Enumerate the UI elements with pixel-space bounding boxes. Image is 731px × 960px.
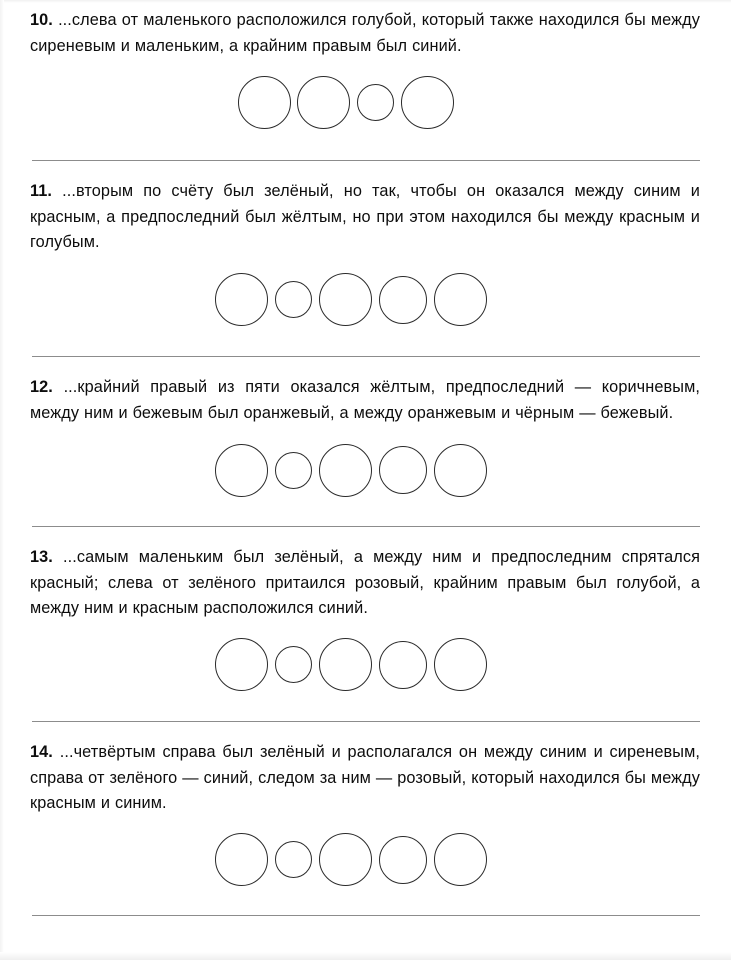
circle-row-12	[215, 443, 731, 497]
exercise-text-10	[30, 8, 700, 59]
exercise-body-14: ...четвёртым справа был зелёный и располагался он между синим и сиреневым, справа от зелёного — синий, следом за ним — розовый, который находился бы между красным и синим.	[30, 742, 700, 813]
circle-slot-4[interactable]	[401, 76, 454, 129]
circle-slot-5[interactable]	[434, 273, 487, 326]
page-bottom-shade	[0, 952, 731, 960]
circle-slot-3[interactable]	[319, 273, 372, 326]
exercise-number-14: 14.	[30, 742, 53, 761]
exercise-block-14	[0, 722, 731, 817]
circle-slot-3[interactable]	[357, 84, 394, 121]
circle-slot-4[interactable]	[379, 446, 427, 494]
circle-row-11	[215, 273, 731, 327]
circle-slot-2[interactable]	[275, 841, 312, 878]
exercise-block-12	[0, 357, 731, 426]
circle-slot-4[interactable]	[379, 641, 427, 689]
circle-slot-1[interactable]	[215, 273, 268, 326]
circle-slot-4[interactable]	[379, 836, 427, 884]
exercise-block-11	[0, 161, 731, 256]
exercise-text-12	[30, 375, 700, 426]
circle-slot-2[interactable]	[275, 452, 312, 489]
circle-slot-3[interactable]	[319, 638, 372, 691]
circle-row-10	[238, 75, 731, 129]
circle-slot-1[interactable]	[238, 76, 291, 129]
exercise-block-13	[0, 527, 731, 622]
circle-slot-1[interactable]	[215, 833, 268, 886]
exercise-text-11	[30, 179, 700, 256]
circle-slot-2[interactable]	[275, 646, 312, 683]
circle-row-14	[215, 833, 731, 887]
exercise-body-10: ...слева от маленького расположился голубой, который также находился бы между сиреневым и маленьким, а крайним правым был синий.	[30, 11, 700, 55]
circle-slot-5[interactable]	[434, 444, 487, 497]
section-divider-5	[32, 915, 700, 916]
circle-row-13	[215, 638, 731, 692]
exercise-number-13: 13.	[30, 548, 53, 567]
exercise-text-14	[30, 740, 700, 817]
circle-slot-5[interactable]	[434, 638, 487, 691]
circle-slot-3[interactable]	[319, 444, 372, 497]
exercise-block-10	[0, 0, 731, 59]
exercise-text-13	[30, 545, 700, 622]
circle-slot-4[interactable]	[379, 276, 427, 324]
circle-slot-2[interactable]	[275, 281, 312, 318]
exercise-number-10: 10.	[30, 11, 53, 29]
exercise-body-13: ...самым маленьким был зелёный, а между ним и предпоследним спрятался красный; слева от зелёного притаился розовый, крайним правым был голубой, а между ним и красным расположился синий.	[30, 548, 700, 618]
exercise-number-12: 12.	[30, 377, 53, 396]
exercise-body-11: ...вторым по счёту был зелёный, но так, чтобы он оказался между синим и красным, а предпоследний был жёлтым, но при этом находился бы между красным и голубым.	[30, 182, 700, 252]
exercise-number-11: 11.	[30, 182, 53, 201]
circle-slot-3[interactable]	[319, 833, 372, 886]
circle-slot-5[interactable]	[434, 833, 487, 886]
circle-slot-1[interactable]	[215, 444, 268, 497]
exercise-body-12: ...крайний правый из пяти оказался жёлтым, предпоследний — коричневым, между ним и бежевым был оранжевый, а между оранжевым и чёрным — бежевый.	[30, 377, 700, 422]
circle-slot-1[interactable]	[215, 638, 268, 691]
circle-slot-2[interactable]	[297, 76, 350, 129]
